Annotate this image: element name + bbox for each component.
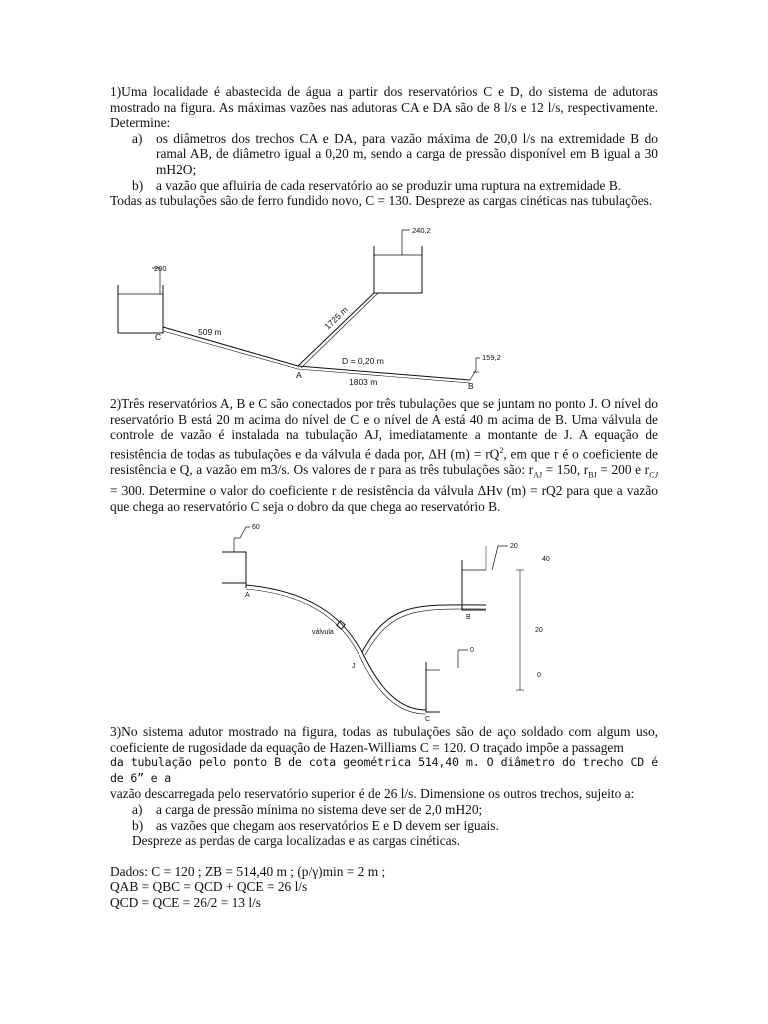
q2-sub-aj: AJ [533,470,543,480]
spacer [110,849,658,864]
dim-40-label: 40 [542,556,550,563]
reservoir-c2 [426,662,440,712]
q3-item-b [110,818,658,834]
pipe-da [298,293,374,366]
q1-item-a [110,131,658,178]
q2-text [110,396,658,514]
q1-intro: 1)Uma localidade é abastecida de água a partir dos reservatórios C e D, do sistema de adutoras mostrado na figura. As máximas vazões nas adutoras CA e DA são de 8 l/s e 12 l/s, respectivamente. Determine: [110,84,658,131]
q3-dados3: QCD = QCE = 26/2 = 13 l/s [110,894,261,910]
q3-item-a [110,802,658,818]
dim-20-label: 20 [535,627,543,634]
diam-ab-label: D = 0,20 m [342,356,384,366]
page-content [110,84,658,209]
q1-item-b [110,178,658,194]
q3-dados1: Dados: C = 120 ; ZB = 514,40 m ; (p/γ)min = 2 m ; [110,863,386,879]
elev-b2-label: 20 [510,543,518,550]
q2-text-cj: = 300. Determine o valor do coeficiente r de resistência da válvula ΔHv (m) = rQ2 para que a vazão que chega ao reservatório C seja o dobro da que chega ao reservatório B. [110,483,658,514]
len-da-label: 1725 m [322,304,350,332]
q3-item-a-label: a) [132,801,143,817]
reservoir-d [374,246,422,293]
len-ab-label: 1803 m [349,377,378,387]
q2-text-1: 2)Três reservatórios A, B e C são conectados por três tubulações que se juntam no ponto J. O nível do reservatório B está 20 m acima do nível de C e o nível de A está 40 m acima de B. Uma válvula de controle de vazão é instalada na tubulação AJ, imediatamente a montante de J. A equação de resistência de todas as tubulações e da válvula é dada por, ΔH (m) = rQ [110,396,658,462]
pipe-ab [298,366,470,380]
q3-line3: vazão descarregada pelo reservatório superior é de 26 l/s. Dimensione os outros trechos, sujeito a: [110,786,635,802]
q1-item-a-text: os diâmetros dos trechos CA e DA, para vazão máxima de 20,0 l/s na extremidade B do ramal AB, de diâmetro igual a 0,20 m, sendo a carga de pressão disponível em B igual a 30 mH2O; [156,130,658,177]
pipe-jc [362,652,426,710]
point-c-label: C [155,332,162,342]
elev-c-label: 200 [154,264,167,273]
q1-item-b-text: a vazão que afluiria de cada reservatório ao se produzir uma ruptura na extremidade B. [156,177,622,193]
point-a2-label: A [245,592,250,599]
reservoir-a [222,552,246,588]
q2-sup: 2 [499,445,504,455]
elev-b-label: 159,2 [482,353,501,362]
elev-a-label: 60 [252,524,260,531]
q2-sub-bj: BJ [588,470,597,480]
q1-closing: Todas as tubulações são de ferro fundido novo, C = 130. Despreze as cargas cinéticas nas tubulações. [110,193,653,209]
q2-text-aj: = 150, r [542,461,589,477]
point-j-label: J [352,663,356,670]
point-a-label: A [296,370,302,380]
valve-label: válvula [312,629,334,636]
q2-sub-cj: CJ [649,470,658,480]
point-c2-label: C [425,716,431,723]
q3-line1: 3)No sistema adutor mostrado na figura, todas as tubulações são de aço soldado com algum uso, coeficiente de rugosidade da equação de Hazen-Williams C = 120. O traçado impõe a passagem [110,724,658,755]
point-b-label: B [468,381,474,391]
q2-text-2: , em que r é o coeficiente de resistência e Q, a vazão em m3/s. Os valores de r para as três tubulações são: r [110,446,658,477]
elev-c2-label: 0 [470,647,474,654]
q1-item-b-label: b) [132,177,144,193]
q3-item-b-label: b) [132,817,144,833]
q1-item-a-label: a) [132,130,143,146]
q3-dados2: QAB = QBC = QCD + QCE = 26 l/s [110,879,308,895]
pipe-aj [246,585,362,652]
dim-0-label: 0 [537,672,541,679]
q2-text-bj: = 200 e r [596,461,650,477]
point-b2-label: B [466,614,471,621]
reservoir-b [462,560,486,610]
q3-item-b-text: as vazões que chegam aos reservatórios E e D devem ser iguais. [156,817,499,833]
elev-d-label: 240,2 [412,226,431,235]
pipe-jb [362,605,486,652]
reservoir-c [118,285,163,333]
q2-block [110,396,658,514]
q3-item-a-text: a carga de pressão mínima no sistema deve ser de 2,0 mH20; [156,801,483,817]
len-ca-label: 509 m [198,327,222,337]
q3-line2: da tubulação pelo ponto B de cota geométrica 514,40 m. O diâmetro do trecho CD é de 6” e a [110,755,658,785]
q3-block [110,724,658,911]
pipe-ca [163,327,298,366]
valve-icon [337,621,345,629]
q3-note: Despreze as perdas de carga localizadas e as cargas cinéticas. [132,833,461,849]
